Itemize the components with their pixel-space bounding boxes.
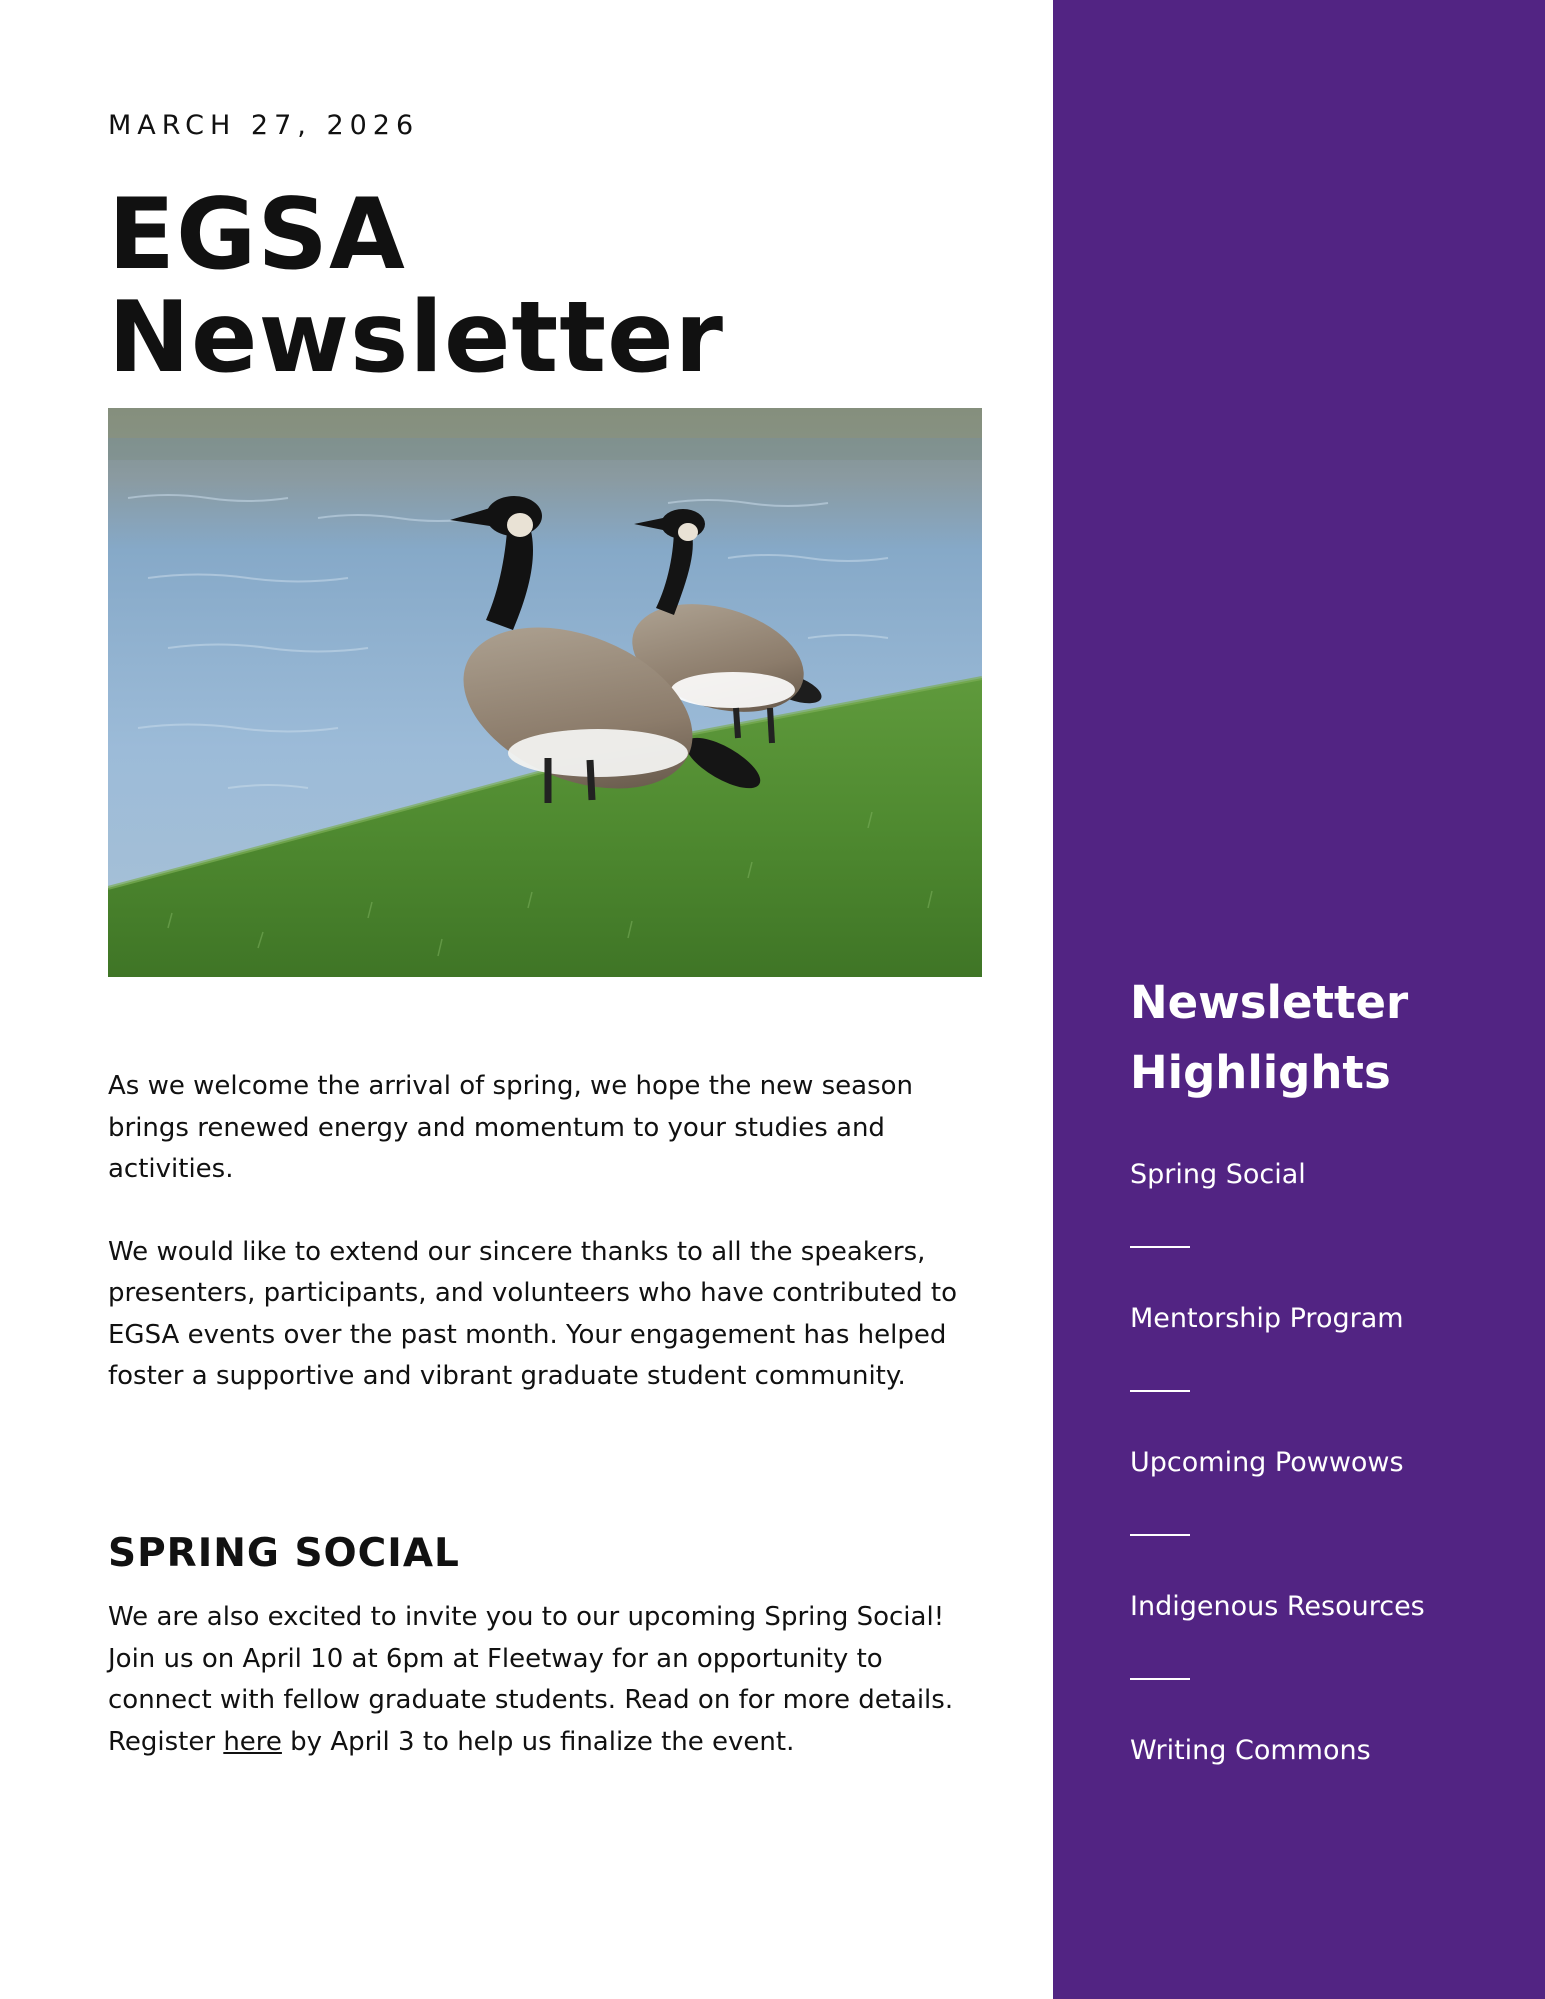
spring-social-heading: SPRING SOCIAL — [108, 1531, 460, 1576]
title-line-1: EGSA — [108, 178, 406, 292]
highlight-divider — [1130, 1534, 1190, 1536]
main-column — [108, 0, 983, 1999]
highlight-item-spring-social: Spring Social — [1130, 1159, 1306, 1190]
newsletter-date: MARCH 27, 2026 — [108, 110, 420, 141]
spring-social-body — [108, 1597, 988, 1763]
highlight-item-mentorship-program: Mentorship Program — [1130, 1303, 1404, 1334]
highlight-divider — [1130, 1246, 1190, 1248]
spring-social-text-before-link: We are also excited to invite you to our upcoming Spring Social! Join us on April 10 at 6pm at Fleetway for an opportunity to connect with fellow graduate students. Read on for more details. Register — [108, 1602, 954, 1757]
hero-image-geese — [108, 408, 982, 977]
highlights-list — [1130, 1152, 1425, 1774]
highlight-divider — [1130, 1678, 1190, 1680]
spring-social-text-after-link: by April 3 to help us finalize the event. — [281, 1726, 795, 1757]
register-here-link[interactable]: here — [223, 1726, 282, 1757]
intro-paragraph-1: As we welcome the arrival of spring, we hope the new season brings renewed energy and momentum to your studies and activities. — [108, 1071, 914, 1184]
title-line-2: Newsletter — [108, 281, 724, 395]
highlight-item-indigenous-resources: Indigenous Resources — [1130, 1591, 1425, 1622]
newsletter-title — [108, 178, 724, 395]
highlight-divider — [1130, 1390, 1190, 1392]
highlights-sidebar — [1053, 0, 1545, 1999]
sidebar-title: Newsletter Highlights — [1130, 976, 1409, 1099]
highlight-item-writing-commons: Writing Commons — [1130, 1735, 1371, 1766]
highlight-item-upcoming-powwows: Upcoming Powwows — [1130, 1447, 1404, 1478]
intro-paragraph-2: We would like to extend our sincere thanks to all the speakers, presenters, participants, and volunteers who have contributed to EGSA events over the past month. Your engagement has helped foster a supportive and vibrant graduate student community. — [108, 1236, 957, 1391]
intro-section — [108, 1066, 988, 1439]
